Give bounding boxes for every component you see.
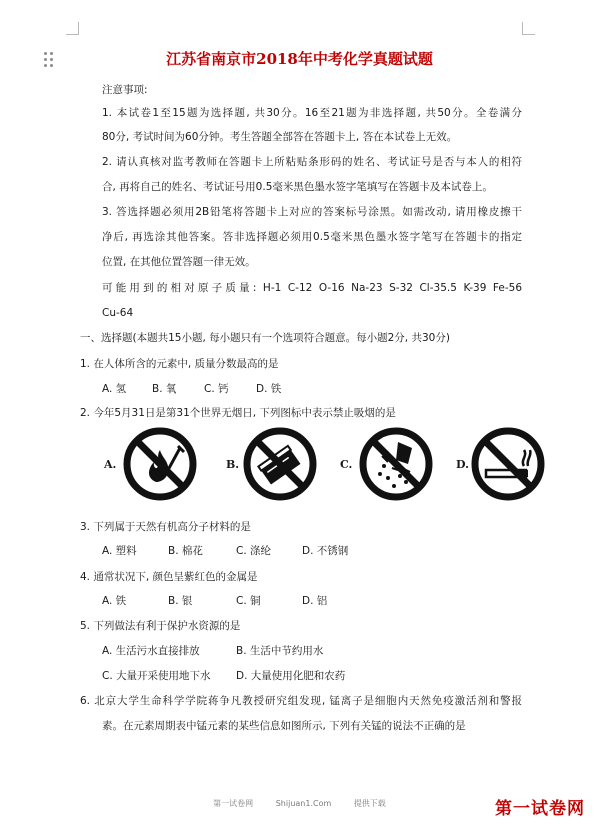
- q4-option-d: D. 铝: [302, 595, 328, 607]
- notice-1b: 80分, 考试时间为60分钟。考生答题全部答在答题卡上, 答在本试卷上无效。: [102, 131, 458, 143]
- question-6a: 6. 北京大学生命科学学院蒋争凡教授研究组发现, 锰离子是细胞内天然免疫激活剂和警报: [80, 695, 522, 707]
- q2-sign-options: [0, 426, 599, 506]
- q3-option-b: B. 棉花: [168, 545, 203, 557]
- q3-option-d: D. 不锈钢: [302, 545, 349, 557]
- q4-option-a: A. 铁: [102, 595, 127, 607]
- atomic-masses-a: 可能用到的相对原子质量: H-1 C-12 O-16 Na-23 S-32 Cl-35.5 K-39 Fe-56: [102, 282, 522, 294]
- q2-label-a: A.: [104, 458, 117, 471]
- question-5: 5. 下列做法有利于保护水资源的是: [80, 620, 241, 632]
- q2-label-d: D.: [456, 458, 469, 471]
- crop-mark-right: [522, 22, 535, 35]
- page-title: 江苏省南京市2018年中考化学真题试题: [166, 50, 433, 68]
- q5-option-a: A. 生活污水直接排放: [102, 645, 200, 657]
- no-fire-icon: [122, 426, 198, 502]
- q3-option-a: A. 塑料: [102, 545, 137, 557]
- q4-option-c: C. 铜: [236, 595, 261, 607]
- question-3: 3. 下列属于天然有机高分子材料的是: [80, 521, 251, 533]
- q2-label-b: B.: [226, 458, 240, 471]
- footer-middle: Shijuan1.Com: [275, 799, 332, 808]
- notice-1a: 1. 本试卷1至15题为选择题, 共30分。16至21题为非选择题, 共50分。全卷满分: [102, 107, 522, 119]
- notice-3b: 净后, 再选涂其他答案。答非选择题必须用0.5毫米黑色墨水签字笔写在答题卡的指定: [102, 231, 522, 243]
- footer-right: 提供下载: [353, 799, 386, 808]
- q5-option-d: D. 大量使用化肥和农药: [236, 670, 346, 682]
- question-4: 4. 通常状况下, 颜色呈紫红色的金属是: [80, 571, 258, 583]
- q1-option-d: D. 铁: [256, 383, 282, 395]
- no-matches-icon: [242, 426, 318, 502]
- q1-option-c: C. 钙: [204, 383, 229, 395]
- atomic-masses-b: Cu-64: [102, 307, 134, 319]
- q5-option-c: C. 大量开采使用地下水: [102, 670, 211, 682]
- question-6b: 素。在元素周期表中锰元素的某些信息如图所示, 下列有关锰的说法不正确的是: [102, 720, 466, 732]
- question-1: 1. 在人体所含的元素中, 质量分数最高的是: [80, 358, 279, 370]
- site-watermark: 第一试卷网: [495, 799, 585, 819]
- no-fireworks-icon: [358, 426, 434, 502]
- q4-option-b: B. 银: [168, 595, 193, 607]
- question-2: 2. 今年5月31日是第31个世界无烟日, 下列图标中表示禁止吸烟的是: [80, 407, 396, 419]
- section-1-heading: 一、选择题(本题共15小题, 每小题只有一个选项符合题意。每小题2分, 共30分): [80, 332, 450, 344]
- q1-option-a: A. 氢: [102, 383, 127, 395]
- notice-3c: 位置, 在其他位置答题一律无效。: [102, 256, 256, 268]
- q3-option-c: C. 涤纶: [236, 545, 272, 557]
- notice-2a: 2. 请认真核对监考教师在答题卡上所粘贴条形码的姓名、考试证号是否与本人的相符: [102, 156, 522, 168]
- no-smoking-icon: [470, 426, 546, 502]
- notice-3a: 3. 答选择题必须用2B铅笔将答题卡上对应的答案标号涂黑。如需改动, 请用橡皮擦干: [102, 206, 522, 218]
- q1-option-b: B. 氧: [152, 383, 177, 395]
- crop-mark-left: [66, 22, 79, 35]
- notice-header: 注意事项:: [102, 84, 148, 96]
- q5-option-b: B. 生活中节约用水: [236, 645, 324, 657]
- footer-left: 第一试卷网: [213, 799, 254, 808]
- notice-2b: 合, 再将自己的姓名、考试证号用0.5毫米黑色墨水签字笔填写在答题卡及本试卷上。: [102, 181, 493, 193]
- q2-label-c: C.: [340, 458, 353, 471]
